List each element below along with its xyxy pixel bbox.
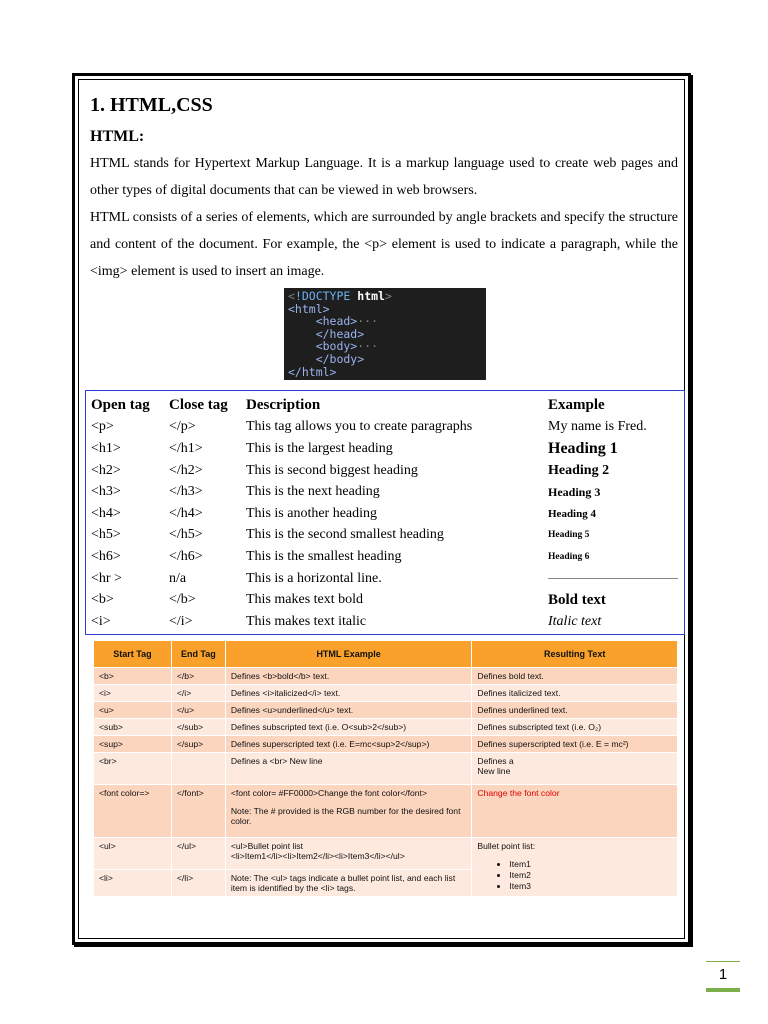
end-tag: </font>	[171, 785, 225, 838]
table-row	[91, 568, 680, 590]
col-close-tag: Close tag	[169, 397, 228, 414]
tag-table-header	[91, 395, 680, 417]
table-row	[91, 438, 680, 460]
end-tag: </ul>	[171, 838, 225, 870]
close-tag: </i>	[169, 613, 193, 629]
example: Heading 3	[548, 484, 601, 499]
col-open-tag: Open tag	[91, 397, 150, 414]
col-example: Example	[548, 397, 605, 414]
table-row	[94, 719, 678, 736]
resulting-text: Defines bold text.	[472, 668, 678, 685]
html-example: Note: The <ul> tags indicate a bullet point list, and each list item is identified by the <li> tags.	[225, 870, 472, 897]
close-tag: </h4>	[169, 505, 203, 521]
description: This is the largest heading	[246, 440, 393, 456]
close-tag: </h6>	[169, 548, 203, 564]
html-example	[225, 838, 472, 870]
example: Heading 4	[548, 507, 596, 520]
description: This is the next heading	[246, 484, 380, 500]
page-number-rule	[706, 961, 740, 962]
end-tag	[171, 753, 225, 785]
close-tag: </h3>	[169, 484, 203, 500]
code-snippet-image: <!DOCTYPE html> <html> <head>··· </head> <body>··· </body> </html>	[284, 288, 486, 380]
html-example: Defines <i>italicized</i> text.	[225, 685, 472, 702]
start-tag: <ul>	[94, 838, 172, 870]
page-number-bar	[706, 988, 740, 992]
horizontal-rule-example	[548, 578, 678, 579]
end-tag: </i>	[171, 685, 225, 702]
list-item: • Item2	[509, 870, 672, 881]
start-tag: <u>	[94, 702, 172, 719]
start-tag: <li>	[94, 870, 172, 897]
table-row	[94, 668, 678, 685]
end-tag: </li>	[171, 870, 225, 897]
example	[548, 568, 680, 590]
open-tag: <h2>	[91, 462, 121, 478]
resulting-text: Defines superscripted text (i.e. E = mc²)	[472, 736, 678, 753]
open-tag: <h4>	[91, 505, 121, 521]
example: Bold text	[548, 591, 606, 608]
table-row	[91, 481, 680, 503]
start-tag: <b>	[94, 668, 172, 685]
format-table-header	[94, 641, 678, 668]
section-title: 1. HTML,CSS	[90, 94, 213, 116]
table-row	[94, 702, 678, 719]
subheading-html: HTML:	[90, 128, 145, 145]
col-start-tag: Start Tag	[94, 641, 172, 668]
example: Heading 1	[548, 439, 618, 457]
paragraph-elements: HTML consists of a series of elements, which are surrounded by angle brackets and specify the structure and content of the document. For example, the <p> element is used to indicate a paragraph, while the <img> element is used to insert an image.	[90, 210, 678, 279]
example-line: <font color= #FF0000>Change the font color</font>	[230, 788, 427, 798]
close-tag: </p>	[169, 419, 196, 435]
format-tag-table	[93, 640, 678, 897]
col-description: Description	[246, 397, 321, 414]
result-line: New line	[477, 766, 511, 776]
col-html-example: HTML Example	[225, 641, 472, 668]
table-row	[91, 460, 680, 482]
html-example: Defines subscripted text (i.e. O<sub>2</sub>)	[225, 719, 472, 736]
description: This is a horizontal line.	[246, 570, 382, 586]
table-row	[91, 589, 680, 611]
description: This is the second smallest heading	[246, 527, 444, 543]
example-line: <ul>Bullet point list	[230, 841, 303, 851]
col-resulting-text: Resulting Text	[472, 641, 678, 668]
table-row	[94, 685, 678, 702]
close-tag: </h1>	[169, 440, 203, 456]
example: My name is Fred.	[548, 419, 647, 435]
example: Heading 6	[548, 551, 590, 562]
table-row	[91, 503, 680, 525]
open-tag: <h5>	[91, 527, 121, 543]
resulting-text: Defines italicized text.	[472, 685, 678, 702]
open-tag: <h6>	[91, 548, 121, 564]
open-tag: <p>	[91, 419, 114, 435]
close-tag: </b>	[169, 592, 196, 608]
list-item: • Item1	[509, 859, 672, 870]
page-number: 1	[718, 966, 728, 983]
close-tag: n/a	[169, 570, 187, 586]
table-row	[91, 417, 680, 439]
list-item: • Item3	[509, 881, 672, 892]
example-note: Note: The # provided is the RGB number for the desired font color.	[230, 806, 461, 826]
resulting-text: Defines underlined text.	[472, 702, 678, 719]
close-tag: </h2>	[169, 462, 203, 478]
description: This is second biggest heading	[246, 462, 418, 478]
start-tag: <br>	[94, 753, 172, 785]
start-tag: <sub>	[94, 719, 172, 736]
start-tag: <i>	[94, 685, 172, 702]
open-tag: <h3>	[91, 484, 121, 500]
description: This makes text bold	[246, 592, 364, 608]
end-tag: </u>	[171, 702, 225, 719]
html-example: Defines <u>underlined</u> text.	[225, 702, 472, 719]
description: This is another heading	[246, 505, 378, 521]
table-row	[91, 525, 680, 547]
end-tag: </b>	[171, 668, 225, 685]
open-tag: <b>	[91, 592, 114, 608]
example: Heading 2	[548, 462, 610, 478]
description: This makes text italic	[246, 613, 367, 629]
table-row	[94, 753, 678, 785]
bullet-list	[477, 859, 672, 892]
start-tag: <font color=>	[94, 785, 172, 838]
html-example: Defines <b>bold</b> text.	[225, 668, 472, 685]
open-tag: <i>	[91, 613, 111, 629]
html-example: Defines a <br> New line	[225, 753, 472, 785]
paragraph-intro: HTML stands for Hypertext Markup Language. It is a markup language used to create web pages and other types of digital documents that can be viewed in web browsers.	[90, 156, 678, 198]
end-tag: </sup>	[171, 736, 225, 753]
example: Heading 5	[548, 530, 590, 541]
html-example: Defines superscripted text (i.e. E=mc<sup>2</sup>)	[225, 736, 472, 753]
table-row	[91, 546, 680, 568]
col-end-tag: End Tag	[171, 641, 225, 668]
html-example	[225, 785, 472, 838]
table-row	[94, 736, 678, 753]
table-row	[91, 611, 680, 633]
resulting-text: Defines subscripted text (i.e. O₂)	[472, 719, 678, 736]
description: This tag allows you to create paragraphs	[246, 419, 473, 435]
description: This is the smallest heading	[246, 548, 402, 564]
bullet-list-title: Bullet point list:	[477, 841, 536, 851]
resulting-text	[472, 753, 678, 785]
result-line: Defines a	[477, 756, 514, 766]
start-tag: <sup>	[94, 736, 172, 753]
end-tag: </sub>	[171, 719, 225, 736]
tag-reference-table	[85, 390, 685, 635]
resulting-text	[472, 838, 678, 897]
open-tag: <hr >	[91, 570, 122, 586]
table-row	[94, 785, 678, 838]
close-tag: </h5>	[169, 527, 203, 543]
resulting-text: Change the font color	[472, 785, 678, 838]
table-row	[94, 838, 678, 870]
open-tag: <h1>	[91, 440, 121, 456]
example-line: <li>Item1</li><li>Item2</li><li>Item3</li></ul>	[230, 851, 405, 861]
example: Italic text	[548, 613, 602, 629]
